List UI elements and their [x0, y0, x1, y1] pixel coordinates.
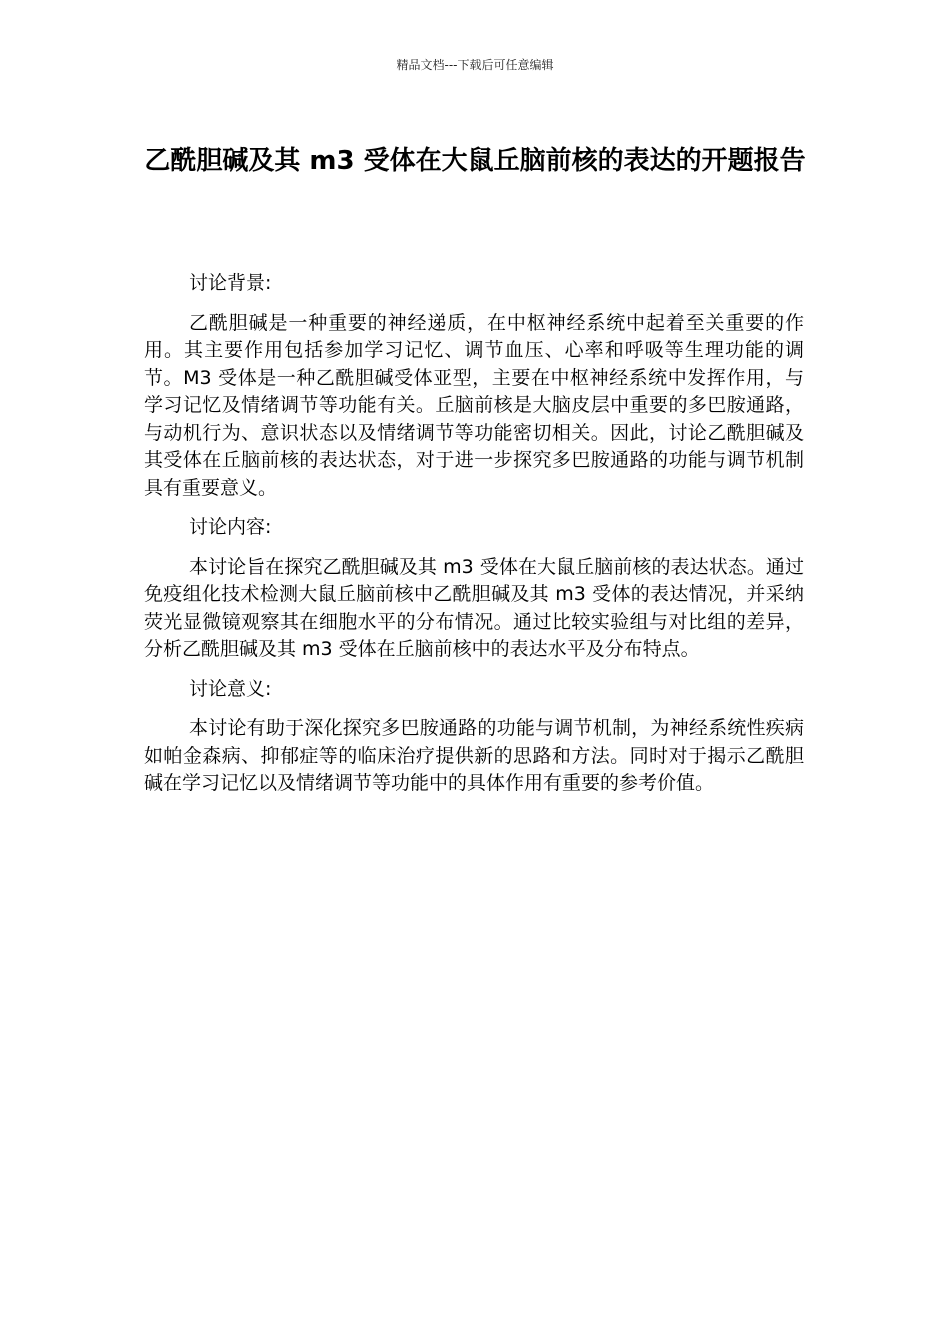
- section-paragraph-background: 乙酰胆碱是一种重要的神经递质，在中枢神经系统中起着至关重要的作用。其主要作用包括参加学习记忆、调节血压、心率和呼吸等生理功能的调节。M3 受体是一种乙酰胆碱受体亚型，主要在中枢神经系统中发挥作用，与学习记忆及情绪调节等功能有关。丘脑前核是大脑皮层中重要的多巴胺通路，与动机行为、意识状态以及情绪调节等功能密切相关。因此，讨论乙酰胆碱及其受体在丘脑前核的表达状态，对于进一步探究多巴胺通路的功能与调节机制具有重要意义。: [144, 311, 804, 499]
- section-heading-significance: 讨论意义:: [189, 677, 272, 700]
- section-paragraph-content: 本讨论旨在探究乙酰胆碱及其 m3 受体在大鼠丘脑前核的表达状态。通过免疫组化技术检测大鼠丘脑前核中乙酰胆碱及其 m3 受体的表达情况，并采纳荧光显微镜观察其在细胞水平的分布情况。通过比较实验组与对比组的差异，分析乙酰胆碱及其 m3 受体在丘脑前核中的表达水平及分布特点。: [144, 555, 804, 660]
- section-paragraph-significance: 本讨论有助于深化探究多巴胺通路的功能与调节机制，为神经系统性疾病如帕金森病、抑郁症等的临床治疗提供新的思路和方法。同时对于揭示乙酰胆碱在学习记忆以及情绪调节等功能中的具体作用有重要的参考价值。: [144, 717, 804, 794]
- section-heading-content: 讨论内容:: [189, 516, 272, 538]
- header-note: 精品文档---下载后可任意编辑: [396, 58, 554, 72]
- document-body: [144, 270, 804, 810]
- section-heading-background: 讨论背景:: [189, 272, 272, 294]
- document-title: 乙酰胆碱及其 m3 受体在大鼠丘脑前核的表达的开题报告: [144, 146, 806, 176]
